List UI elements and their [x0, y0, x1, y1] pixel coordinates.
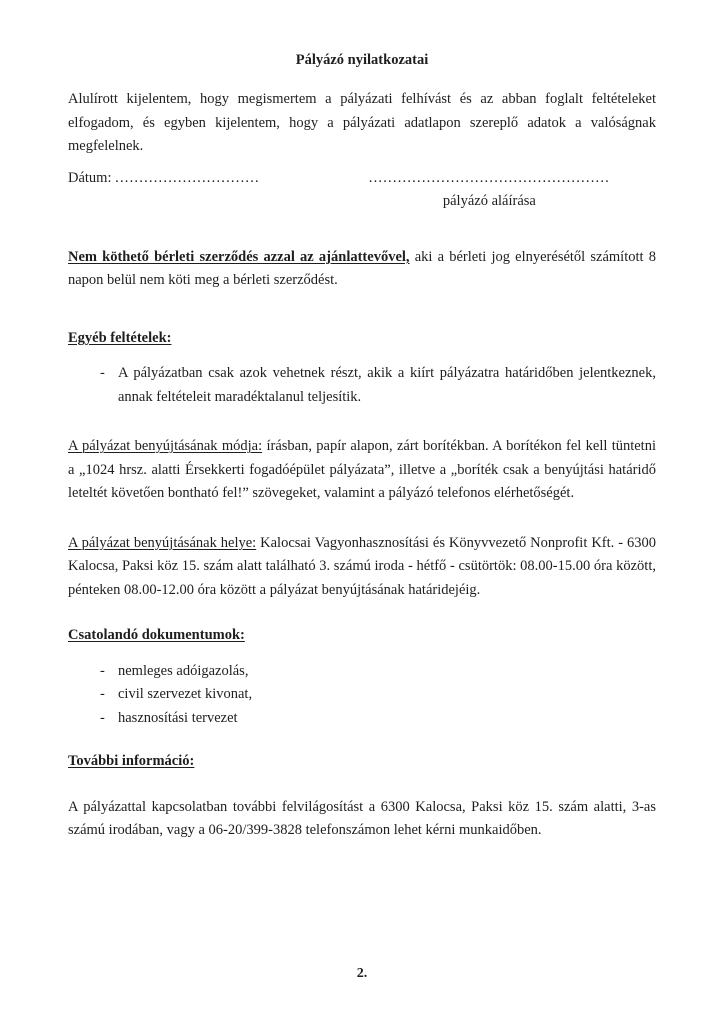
bullet-marker: - — [100, 686, 105, 702]
date-label: Dátum: — [68, 169, 112, 186]
submission-place-rest: Kalocsai Vagyonhasznosítási és Könyvvezető Nonprofit Kft. - 6300 Kalocsa, Paksi köz 15. szám alatt található 3. számú iroda - hétfő - csütörtök: 08.00-15.00 óra között, pénteken 08.00-12.00 óra között a pályázat benyújtásának határidejéig. — [68, 534, 656, 598]
page-number: 2. — [356, 966, 368, 981]
submission-mode-lead: A pályázat benyújtásának módja: — [68, 438, 263, 454]
list-item-text: nemleges adóigazolás, — [118, 662, 249, 679]
rental-clause-lead: Nem köthető bérleti szerződés azzal az ajánlattevővel, — [68, 248, 410, 265]
heading-attachments — [68, 624, 656, 648]
bullet-marker: - — [100, 662, 105, 679]
submission-place-lead: A pályázat benyújtásának helye: — [68, 534, 257, 551]
list-item-text: civil szervezet kivonat, — [118, 686, 253, 702]
signature-dotted-line: .................................................. — [368, 169, 610, 186]
list-item — [68, 362, 656, 409]
list-item — [68, 683, 656, 707]
other-conditions-list — [68, 362, 656, 409]
date-dotted-line: .............................. — [115, 169, 260, 186]
submission-place-paragraph — [68, 532, 656, 603]
rental-clause-rest: aki a bérleti jog elnyerésétől számított 8 napon belül nem köti meg a bérleti szerződést. — [68, 248, 656, 288]
bullet-marker: - — [100, 365, 105, 381]
heading-other-conditions — [68, 327, 656, 351]
heading-more-info — [68, 750, 656, 774]
list-item — [68, 707, 656, 731]
bullet-marker: - — [100, 709, 105, 726]
signature-block — [369, 167, 610, 214]
page-title: Pályázó nyilatkozatai — [295, 52, 429, 68]
date-line — [68, 167, 260, 214]
heading-attachments-text: Csatolandó dokumentumok: — [68, 627, 245, 643]
heading-more-info-text: További információ: — [68, 753, 195, 769]
list-item — [68, 660, 656, 684]
more-info-paragraph: A pályázattal kapcsolatban további felvilágosítást a 6300 Kalocsa, Paksi köz 15. szám alatti, 3-as számú irodában, vagy a 06-20/399-3828 telefonszámon lehet kérni munkaidőben. — [68, 798, 656, 838]
date-signature-row — [68, 167, 656, 214]
list-item-text: A pályázatban csak azok vehetnek részt, akik a kiírt pályázatra határidőben jelentkeznek, annak feltételeit maradéktalanul teljesítik. — [118, 365, 656, 405]
signature-caption: pályázó aláírása — [442, 193, 536, 209]
list-item-text: hasznosítási tervezet — [118, 709, 238, 726]
submission-mode-rest: írásban, papír alapon, zárt borítékban. A borítékon fel kell tüntetni a „1024 hrsz. alatti Érsekkerti fogadóépület pályázata”, illetve a „boríték csak a benyújtási határidő leteltét követően bontható fel!” szövegeket, valamint a pályázó telefonos elérhetőségét. — [68, 438, 656, 501]
submission-mode-paragraph — [68, 435, 656, 506]
rental-clause-paragraph — [68, 246, 656, 293]
intro-paragraph: Alulírott kijelentem, hogy megismertem a pályázati felhívást és az abban foglalt feltételeket elfogadom, és egyben kijelentem, hogy a pályázati adatlapon szereplő adatok a valóságnak megfelelnek. — [68, 91, 656, 154]
attachments-list — [68, 660, 656, 731]
heading-other-conditions-text: Egyéb feltételek: — [68, 329, 172, 346]
